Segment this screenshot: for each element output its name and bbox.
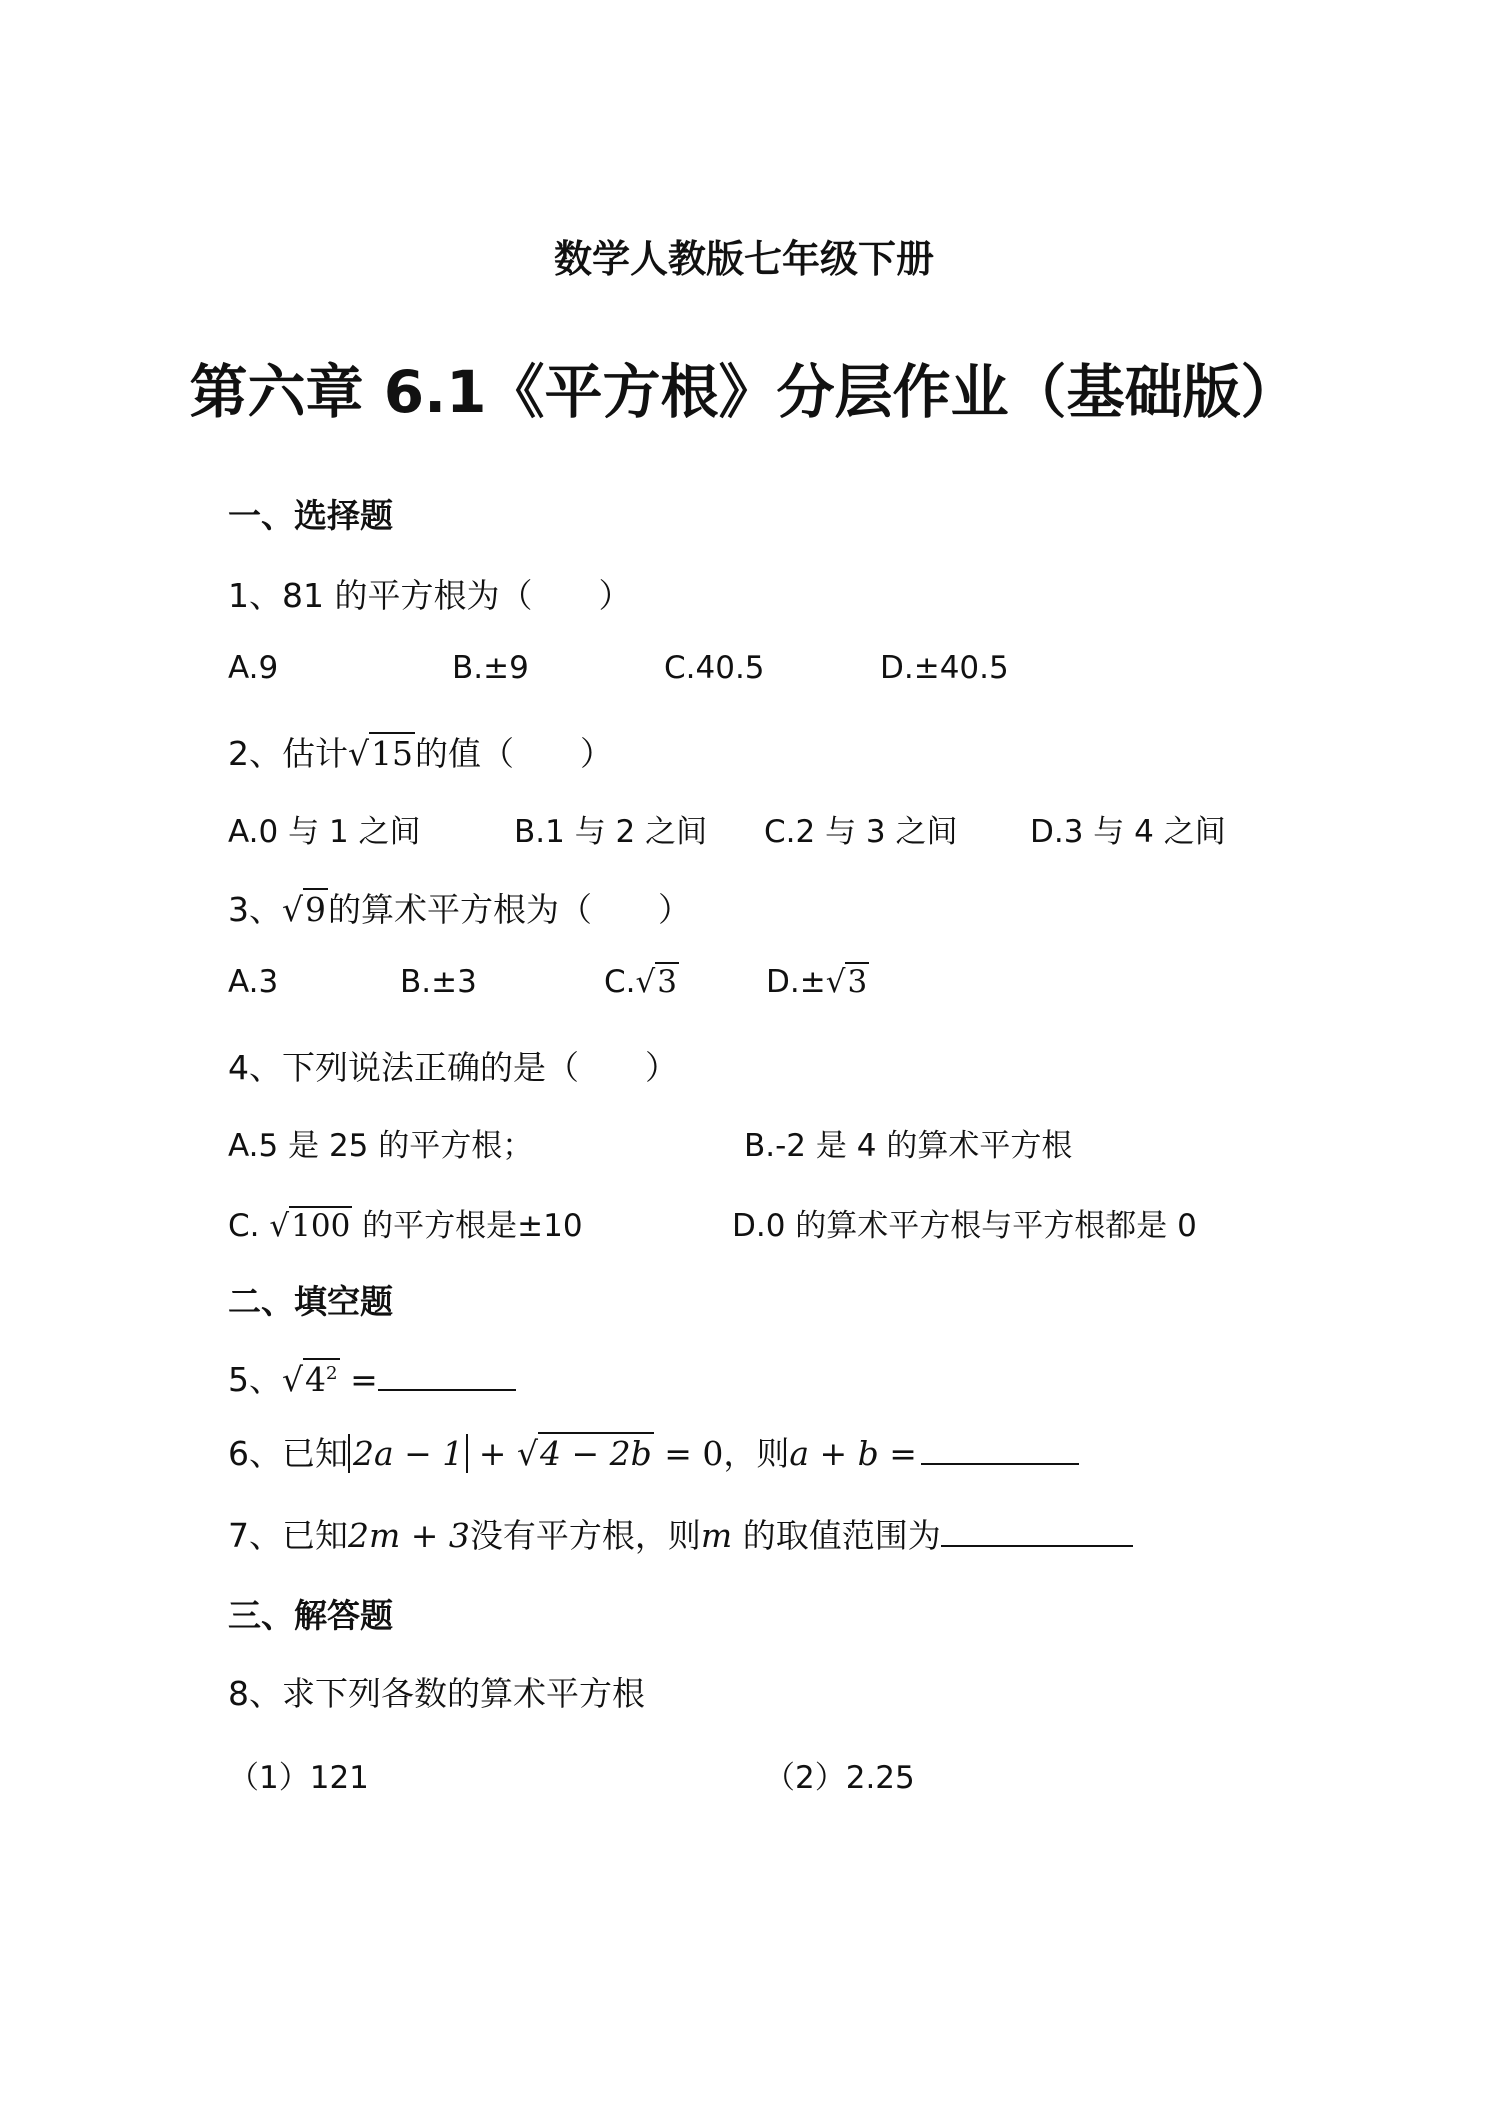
question-2-option-d: D.3 与 4 之间 — [1030, 814, 1226, 850]
sqrt-expression: √100 — [269, 1208, 351, 1244]
sqrt-expression: √15 — [348, 734, 414, 773]
question-3-suffix: 的算术平方根为（ ） — [328, 890, 692, 929]
section-heading-fill-in: 二、填空题 — [228, 1282, 393, 1321]
question-2-option-b: B.1 与 2 之间 — [514, 814, 708, 850]
question-5-prefix: 5、 — [228, 1360, 282, 1399]
option-c-prefix: C. — [228, 1208, 270, 1244]
question-3-option-c — [604, 964, 679, 1000]
question-7 — [228, 1510, 1133, 1557]
question-1-option-d: D.±40.5 — [880, 650, 1009, 686]
question-3-option-b: B.±3 — [400, 964, 477, 1000]
section-heading-choice: 一、选择题 — [228, 496, 393, 535]
option-d-prefix: D.± — [766, 964, 826, 1000]
question-1-option-b: B.±9 — [452, 650, 529, 686]
question-1-option-c: C.40.5 — [664, 650, 765, 686]
radicand: 3 — [847, 964, 868, 1000]
target-expression: a + b = — [789, 1434, 917, 1473]
radicand: 9 — [305, 890, 327, 929]
sqrt-expression: √4 − 2b — [516, 1434, 652, 1473]
question-2-option-a: A.0 与 1 之间 — [228, 814, 421, 850]
option-c-prefix: C. — [604, 964, 636, 1000]
question-8-stem: 8、求下列各数的算术平方根 — [228, 1674, 645, 1713]
expression: 2m + 3 — [348, 1516, 470, 1555]
page-title: 第六章 6.1《平方根》分层作业（基础版） — [189, 358, 1299, 426]
radicand: 3 — [657, 964, 677, 1000]
radicand: 100 — [291, 1208, 351, 1244]
answer-blank[interactable] — [921, 1433, 1079, 1465]
radicand: 4 − 2b — [539, 1434, 652, 1473]
power-exponent: 2 — [326, 1363, 338, 1384]
question-4-option-d: D.0 的算术平方根与平方根都是 0 — [732, 1208, 1197, 1244]
question-2-stem — [228, 728, 613, 775]
sqrt-expression: √9 — [282, 890, 327, 929]
equals-zero: = 0 — [653, 1434, 724, 1473]
question-2-option-c: C.2 与 3 之间 — [764, 814, 958, 850]
question-6-prefix: 6、已知 — [228, 1434, 348, 1473]
question-4-option-c — [228, 1200, 583, 1245]
power-base: 4 — [305, 1360, 327, 1399]
question-6-mid: ，则 — [723, 1434, 790, 1473]
option-c-suffix: 的平方根是±10 — [352, 1208, 583, 1244]
question-4-stem: 4、下列说法正确的是（ ） — [228, 1048, 678, 1087]
variable: m — [700, 1516, 733, 1555]
question-3-prefix: 3、 — [228, 890, 282, 929]
absolute-value-expression: 2a − 1 — [348, 1434, 468, 1473]
page-subtitle: 数学人教版七年级下册 — [553, 237, 934, 281]
answer-blank[interactable] — [941, 1515, 1133, 1547]
question-1-stem: 1、81 的平方根为（ ） — [228, 576, 632, 615]
question-7-mid2: 的取值范围为 — [732, 1516, 941, 1555]
question-3-stem — [228, 884, 691, 931]
question-4-option-b: B.-2 是 4 的算术平方根 — [744, 1128, 1073, 1164]
sqrt-expression: √3 — [825, 964, 868, 1000]
question-8-part-2: （2）2.25 — [764, 1760, 915, 1796]
sqrt-expression: $√4^2$ — [282, 1360, 338, 1399]
question-6 — [228, 1428, 1079, 1475]
question-7-prefix: 7、已知 — [228, 1516, 348, 1555]
question-1-option-a: A.9 — [228, 650, 279, 686]
sqrt-expression: √3 — [635, 964, 677, 1000]
question-3-option-d — [766, 964, 869, 1000]
plus-sign: + — [468, 1434, 517, 1473]
question-5 — [228, 1354, 516, 1401]
question-8-part-1: （1）121 — [228, 1760, 369, 1796]
question-7-mid1: 没有平方根，则 — [469, 1516, 701, 1555]
question-4-option-a: A.5 是 25 的平方根； — [228, 1128, 534, 1164]
question-2-prefix: 2、估计 — [228, 734, 348, 773]
question-3-option-a: A.3 — [228, 964, 279, 1000]
section-heading-solution: 三、解答题 — [228, 1596, 393, 1635]
answer-blank[interactable] — [378, 1359, 516, 1391]
radicand: 15 — [371, 734, 414, 773]
question-2-suffix: 的值（ ） — [415, 734, 614, 773]
question-5-suffix: = — [339, 1360, 378, 1399]
